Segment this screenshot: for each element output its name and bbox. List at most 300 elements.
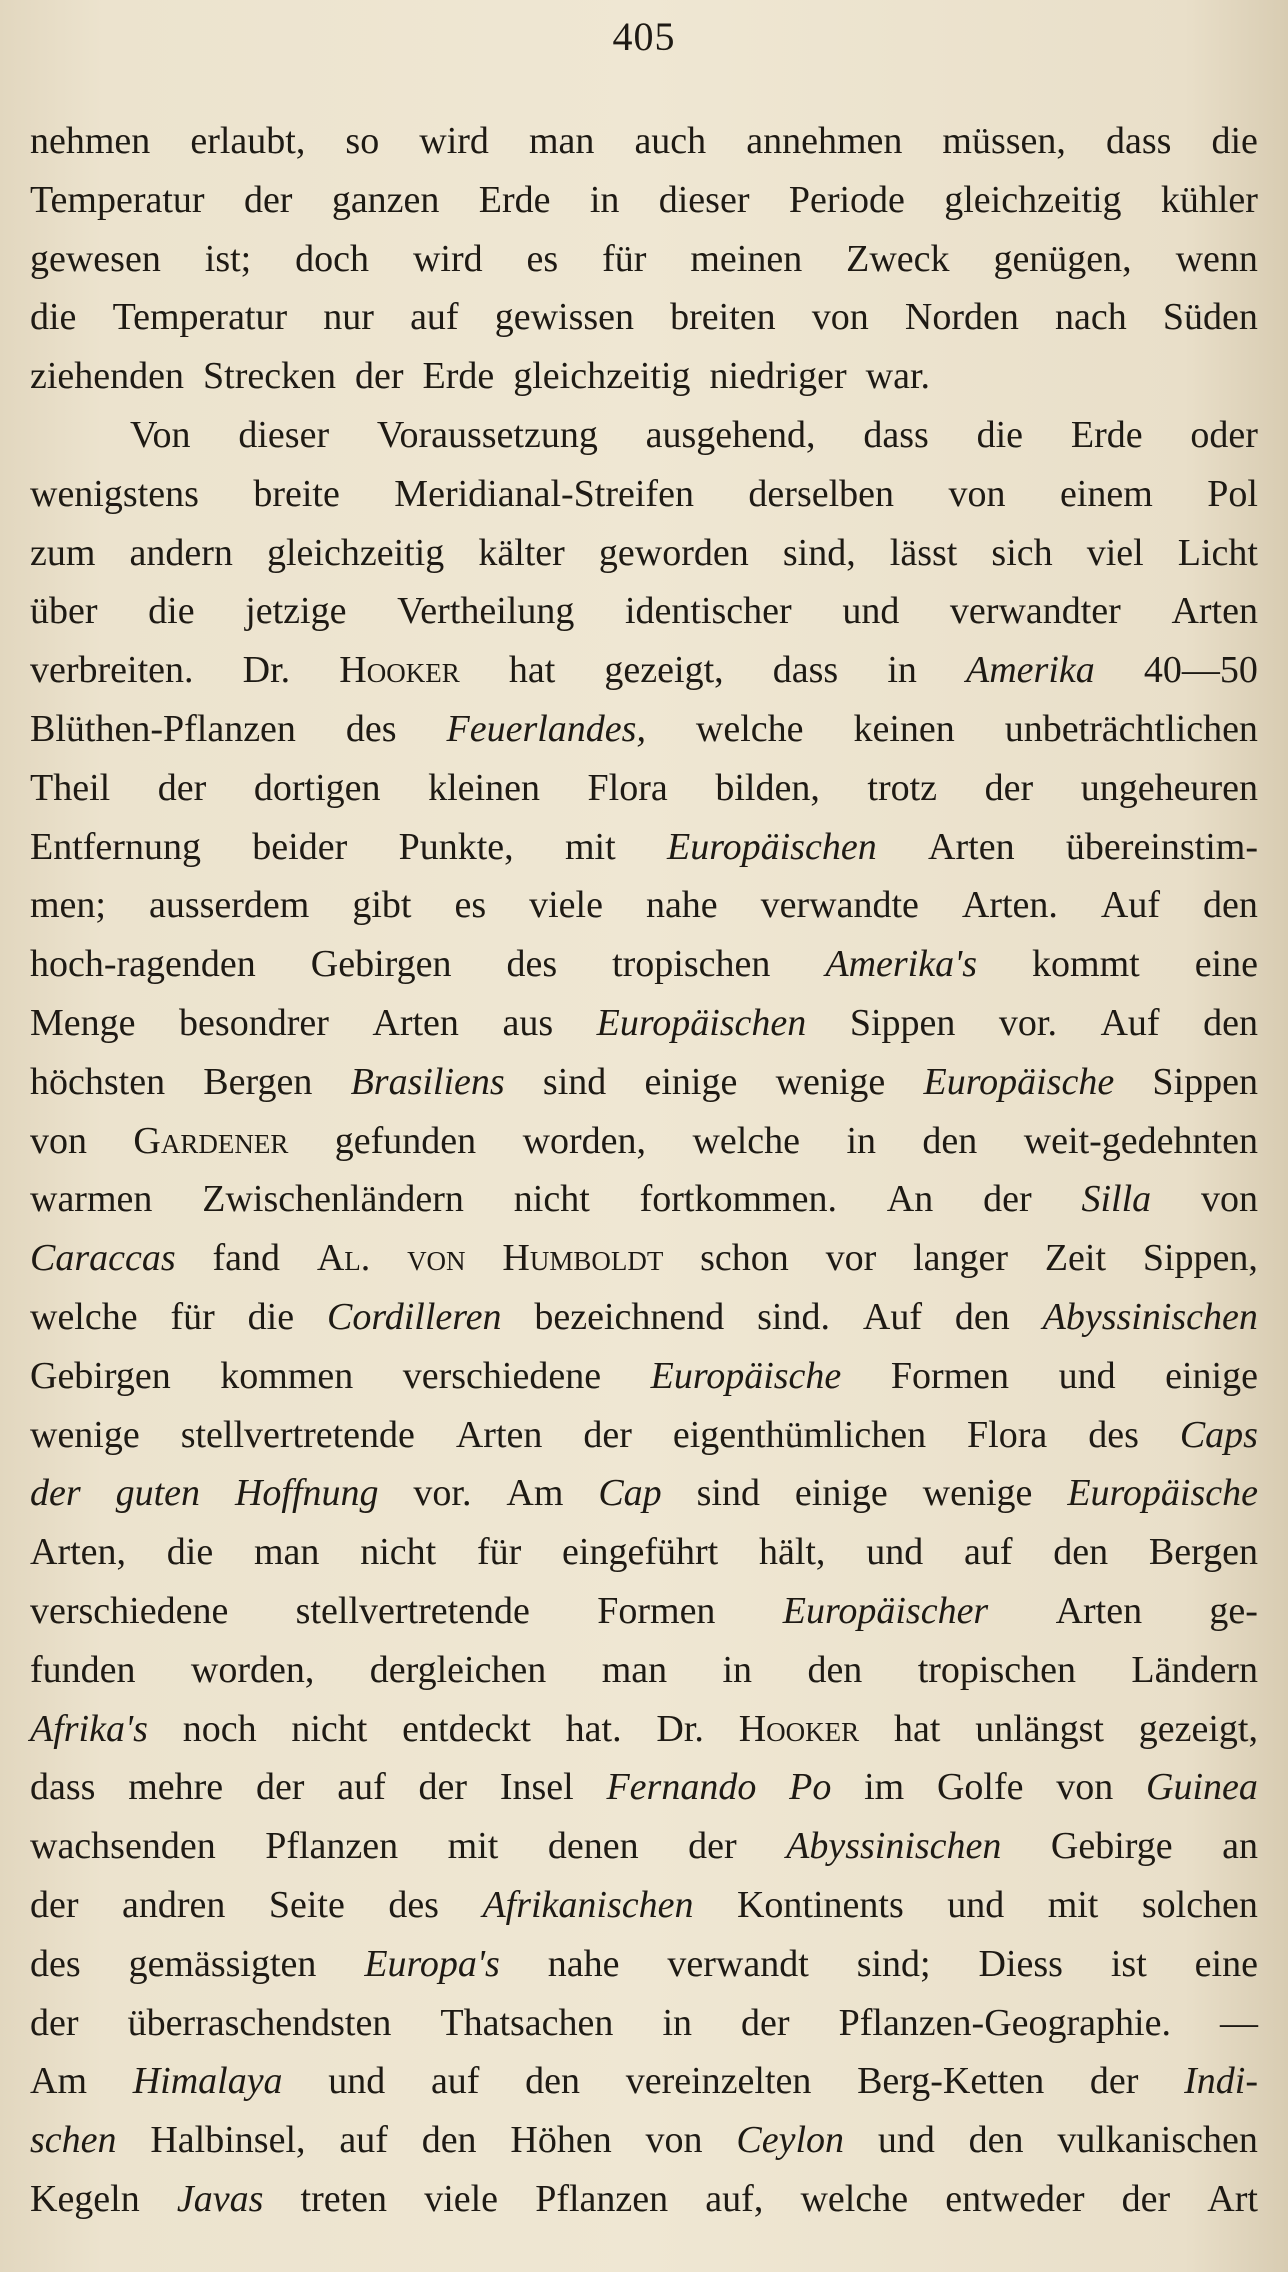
page-number: 405 (612, 14, 676, 59)
word: der (741, 2001, 790, 2044)
word: hat. (565, 1707, 622, 1750)
word: Europa's (364, 1942, 500, 1985)
word: Punkte, (398, 825, 514, 868)
text-line (30, 935, 1258, 994)
word: Meridianal-Streifen (394, 472, 694, 515)
text-line (30, 1288, 1258, 1347)
word: kommen (220, 1354, 354, 1397)
word: der (30, 2001, 79, 2044)
word: Europäischen (596, 1001, 807, 1044)
word: der (243, 178, 293, 221)
word: fand (212, 1237, 280, 1280)
word: Arten, (30, 1531, 127, 1574)
word: Arten. (961, 884, 1058, 927)
word: Flora (587, 766, 668, 809)
word: auch (634, 120, 707, 162)
text-line (30, 1523, 1258, 1582)
word: wenige (775, 1060, 886, 1103)
word: kleinen (428, 766, 540, 809)
word: Seite (268, 1883, 345, 1926)
word: welche (692, 1119, 801, 1162)
word: Kegeln (30, 2177, 140, 2220)
word: und (877, 2119, 935, 2162)
word: Süden (1162, 296, 1258, 339)
word: fortkommen. (639, 1178, 837, 1221)
word: Abyssinischen (786, 1825, 1002, 1868)
word: nicht (291, 1707, 368, 1750)
word: eine (1194, 943, 1258, 986)
word: Feuerlandes, (446, 707, 646, 750)
word: der (583, 1413, 632, 1456)
word: ausserdem (148, 884, 310, 927)
word: Europäischer (782, 1589, 989, 1632)
text-line (30, 1170, 1258, 1229)
word: Licht (1177, 531, 1258, 574)
text-line (30, 1994, 1258, 2053)
word: Formen (597, 1589, 716, 1632)
word: Art (1207, 2177, 1258, 2220)
word: ungeheuren (1080, 766, 1258, 809)
text-line (30, 876, 1258, 935)
word: stellvertretende (180, 1413, 415, 1456)
word: kommt (1032, 943, 1140, 986)
word: Bergen (203, 1060, 313, 1103)
word: bilden, (715, 766, 820, 809)
word: Voraussetzung (376, 413, 598, 456)
word: Insel (499, 1766, 574, 1809)
word: oder (1190, 413, 1258, 456)
body-text (30, 112, 1258, 2229)
word: tropischen (612, 943, 771, 986)
word: eine (1194, 1942, 1258, 1985)
word: breiten (670, 296, 776, 339)
word: wenigstens (30, 472, 199, 515)
word: der (1089, 2060, 1139, 2103)
word: eingeführt (562, 1531, 719, 1574)
word: meinen (690, 237, 803, 280)
word: dortigen (253, 766, 381, 809)
word: Ceylon (736, 2119, 844, 2162)
word: Dr. (656, 1707, 704, 1750)
word: breite (253, 472, 340, 515)
word: Sippen, (1142, 1237, 1258, 1280)
word: in (846, 1119, 877, 1162)
word: beider (252, 825, 348, 868)
text-line (30, 1876, 1258, 1935)
word: die (166, 1531, 214, 1574)
word: Arten (1171, 590, 1258, 633)
word: gleichzeitig (513, 355, 691, 398)
text-line (30, 406, 1258, 465)
word: Vertheilung (397, 590, 575, 633)
word: ziehenden (30, 355, 185, 398)
word: Dr. (242, 649, 291, 692)
text-line (30, 2052, 1258, 2111)
word: auf (963, 1531, 1013, 1574)
word: den (1203, 1001, 1258, 1044)
word: Pflanzen-Geographie. (838, 2001, 1171, 2044)
word: des (1088, 1413, 1139, 1456)
word: guten (115, 1472, 201, 1515)
word: verwandte (760, 884, 919, 927)
word: Gebirgen (30, 1354, 171, 1397)
word: lässt (889, 531, 958, 574)
word: dergleichen (369, 1648, 547, 1691)
word: Europäische (650, 1354, 842, 1397)
word: erlaubt, (190, 120, 306, 162)
word: vor. (998, 1001, 1057, 1044)
word: für (476, 1531, 522, 1574)
text-line (30, 524, 1258, 583)
word: Al. (316, 1237, 371, 1280)
word: Temperatur (112, 296, 288, 339)
word: und (947, 1883, 1005, 1926)
word: hoch-ragenden (30, 943, 256, 986)
word: der (1121, 2177, 1171, 2220)
word: schen (30, 2119, 117, 2162)
word: den (1203, 884, 1258, 927)
word: Theil (30, 766, 111, 809)
word: der (354, 355, 404, 398)
text-line (30, 1112, 1258, 1171)
word: Caraccas (30, 1237, 176, 1280)
word: entdeckt (402, 1707, 531, 1750)
word: nehmen (30, 120, 151, 162)
word: Norden (904, 296, 1019, 339)
word: Berg-Ketten (857, 2060, 1045, 2103)
word: nahe (645, 884, 718, 927)
word: Caps (1179, 1413, 1258, 1456)
word: funden (30, 1648, 136, 1691)
word: viele (424, 2177, 499, 2220)
word: gleichzeitig (266, 531, 445, 574)
word: Silla (1081, 1178, 1152, 1221)
word: Bergen (1148, 1531, 1258, 1574)
word: mit (565, 825, 616, 868)
text-line (30, 112, 1258, 171)
text-line (30, 1406, 1258, 1465)
word: höchsten (30, 1060, 166, 1103)
word: Afrikanischen (482, 1883, 694, 1926)
word: verwandter (949, 590, 1121, 633)
word: gleichzeitig (944, 178, 1122, 221)
word: Blüthen-Pflanzen (30, 707, 296, 750)
word: gefunden (334, 1119, 477, 1162)
word: men; (30, 884, 106, 927)
word: Temperatur (30, 178, 205, 221)
word: des (388, 1883, 439, 1926)
word: niedriger (709, 355, 847, 398)
word: den (525, 2060, 581, 2103)
word: warmen (30, 1178, 153, 1221)
word: ganzen (331, 178, 440, 221)
word: dass (863, 413, 929, 456)
text-line (30, 994, 1258, 1053)
word: viel (1086, 531, 1144, 574)
word: Hoffnung (234, 1472, 379, 1515)
word: andren (122, 1883, 226, 1926)
word: doch (295, 237, 370, 280)
word: gewesen (30, 237, 161, 280)
word: verbreiten. (30, 649, 194, 692)
word: Auf (1100, 884, 1161, 927)
word: und (328, 2060, 386, 2103)
text-line (30, 230, 1258, 289)
word: weit-gedehnten (1023, 1119, 1258, 1162)
word: besondrer (179, 1001, 329, 1044)
word: — (1219, 2001, 1258, 2044)
word: gezeigt, (604, 649, 724, 692)
word: Himalaya (132, 2060, 283, 2103)
word: Gebirge (1050, 1825, 1173, 1868)
word: mehre (128, 1766, 224, 1809)
word: solchen (1141, 1883, 1258, 1926)
word: Flora (967, 1413, 1048, 1456)
word: sich (991, 531, 1053, 574)
word: auf (337, 1766, 386, 1809)
text-line (30, 700, 1258, 759)
word: Von (130, 413, 191, 456)
word: den (922, 1119, 978, 1162)
word: den (807, 1648, 863, 1691)
word: müssen, (942, 120, 1066, 162)
word: Diess (978, 1942, 1063, 1985)
word: den (421, 2119, 477, 2162)
word: der (983, 1178, 1032, 1221)
word: einige (644, 1060, 738, 1103)
word: wachsenden (30, 1825, 216, 1868)
word: für (170, 1295, 215, 1338)
word: im (864, 1766, 905, 1809)
word: und (866, 1531, 924, 1574)
word: Javas (176, 2177, 264, 2220)
word: dass (30, 1766, 96, 1809)
word: von (1201, 1178, 1258, 1221)
word: der (157, 766, 207, 809)
text-line (30, 1053, 1258, 1112)
word: nach (1055, 296, 1127, 339)
word: Arten (372, 1001, 459, 1044)
text-line (30, 1641, 1258, 1700)
word: Zwischenländern (202, 1178, 464, 1221)
word: verwandt (667, 1942, 809, 1985)
word: Arten (455, 1413, 543, 1456)
word: gibt (352, 884, 412, 927)
word: sind, (782, 531, 856, 574)
word: den (968, 2119, 1024, 2162)
word: auf (339, 2119, 388, 2162)
word: langer (913, 1237, 1009, 1280)
word: dass (772, 649, 839, 692)
word: nicht (513, 1178, 590, 1221)
word: den (954, 1295, 1010, 1338)
word: von (407, 1237, 466, 1280)
word: welche (30, 1295, 138, 1338)
word: von (948, 472, 1006, 515)
word: vor. (413, 1472, 472, 1515)
word: geworden (598, 531, 749, 574)
word: des (506, 943, 558, 986)
word: ausgehend, (645, 413, 816, 456)
text-line (30, 171, 1258, 230)
word: vor (825, 1237, 877, 1280)
word: unlängst (975, 1707, 1104, 1750)
word: 40—50 (1143, 649, 1258, 692)
word: die (30, 296, 77, 339)
word: Periode (788, 178, 905, 221)
word: Humboldt (502, 1237, 664, 1280)
word: von (1056, 1766, 1114, 1809)
word: Pflanzen (265, 1825, 399, 1868)
text-line (30, 1700, 1258, 1759)
word: gezeigt, (1138, 1707, 1258, 1750)
word: wenn (1175, 237, 1258, 280)
word: genügen, (993, 237, 1132, 280)
word: die (1211, 120, 1258, 162)
text-line (30, 2170, 1258, 2229)
word: denen (547, 1825, 639, 1868)
word: viele (529, 884, 603, 927)
word: an (1222, 1825, 1258, 1868)
word: jetzige (245, 590, 347, 633)
text-line (30, 1817, 1258, 1876)
word: unbeträchtlichen (1004, 707, 1258, 750)
word: Amerika's (825, 943, 978, 986)
word: sind. (757, 1295, 830, 1338)
word: man (254, 1531, 320, 1574)
word: Ländern (1131, 1648, 1258, 1691)
word: wird (412, 237, 483, 280)
word: Entfernung (30, 825, 201, 868)
word: dieser (658, 178, 750, 221)
word: der (30, 1472, 81, 1515)
word: und (842, 590, 900, 633)
word: Thatsachen (440, 2001, 614, 2044)
word: über (30, 590, 98, 633)
word: von (645, 2119, 703, 2162)
word: vereinzelten (625, 2060, 812, 2103)
word: noch (182, 1707, 257, 1750)
word: die (148, 590, 195, 633)
word: Arten (1055, 1589, 1143, 1632)
word: der (255, 1766, 305, 1809)
word: ist (1110, 1942, 1147, 1985)
word: Auf (1100, 1001, 1160, 1044)
word: von (30, 1119, 87, 1162)
word: Europäischen (667, 825, 877, 868)
word: der (418, 1766, 468, 1809)
word: worden, (190, 1648, 315, 1691)
word: Strecken (203, 355, 336, 398)
word: nicht (360, 1531, 437, 1574)
word: verschiedene (402, 1354, 602, 1397)
word: es (454, 884, 487, 927)
word: des (30, 1942, 81, 1985)
word: Brasiliens (350, 1060, 505, 1103)
word: Erde (1070, 413, 1143, 456)
text-line (30, 1229, 1258, 1288)
word: der (688, 1825, 737, 1868)
word: bezeichnend (534, 1295, 725, 1338)
word: Zweck (846, 237, 950, 280)
text-line (30, 1758, 1258, 1817)
word: eigenthümlichen (672, 1413, 927, 1456)
text-line (30, 1347, 1258, 1406)
word: überraschendsten (127, 2001, 392, 2044)
word: identischer (624, 590, 792, 633)
word: mit (447, 1825, 499, 1868)
word: Zeit (1044, 1237, 1107, 1280)
word: Po (789, 1766, 832, 1809)
word: ge- (1209, 1589, 1258, 1632)
word: Hooker (339, 649, 460, 692)
word: Gebirgen (310, 943, 452, 986)
word: Amerika (966, 649, 1095, 692)
text-line (30, 759, 1258, 818)
word: Europäische (923, 1060, 1115, 1103)
word: Sippen (1152, 1060, 1258, 1103)
word: übereinstim- (1065, 825, 1258, 868)
word: Fernando (606, 1766, 757, 1809)
word: für (602, 237, 647, 280)
text-line (30, 1582, 1258, 1641)
word: Cordilleren (326, 1295, 502, 1338)
text-line (30, 1464, 1258, 1523)
word: Hooker (738, 1707, 860, 1750)
word: den (1053, 1531, 1109, 1574)
word: Sippen (849, 1001, 956, 1044)
word: gemässigten (128, 1942, 317, 1985)
word: sind; (856, 1942, 931, 1985)
word: in (662, 2001, 692, 2044)
word: ist; (204, 237, 252, 280)
word: Erde (422, 355, 495, 398)
word: treten (300, 2177, 388, 2220)
word: schon (700, 1237, 789, 1280)
word: An (886, 1178, 934, 1221)
word: der (30, 1883, 79, 1926)
word: sind (542, 1060, 607, 1103)
word: stellvertretende (295, 1589, 530, 1632)
word: so (345, 120, 380, 162)
word: des (345, 707, 397, 750)
word: Auf (862, 1295, 922, 1338)
word: nahe (547, 1942, 620, 1985)
word: Europäische (1067, 1472, 1258, 1515)
word: von (811, 296, 869, 339)
word: war. (865, 355, 931, 398)
word: auf (430, 2060, 480, 2103)
word: einige (1165, 1354, 1258, 1397)
word: und (1058, 1354, 1116, 1397)
word: verschiedene (30, 1589, 229, 1632)
word: Abyssinischen (1042, 1295, 1258, 1338)
word: Am (506, 1472, 564, 1515)
word: dass (1105, 120, 1172, 162)
word: trotz (867, 766, 938, 809)
word: in (722, 1648, 753, 1691)
word: die (247, 1295, 295, 1338)
word: welche (800, 2177, 909, 2220)
word: es (526, 237, 559, 280)
word: Arten (928, 825, 1015, 868)
word: tropischen (917, 1648, 1076, 1691)
word: auf, (705, 2177, 764, 2220)
word: Halbinsel, (150, 2119, 306, 2162)
word: Golfe (936, 1766, 1024, 1809)
word: entweder (945, 2177, 1085, 2220)
word: hält, (758, 1531, 826, 1574)
